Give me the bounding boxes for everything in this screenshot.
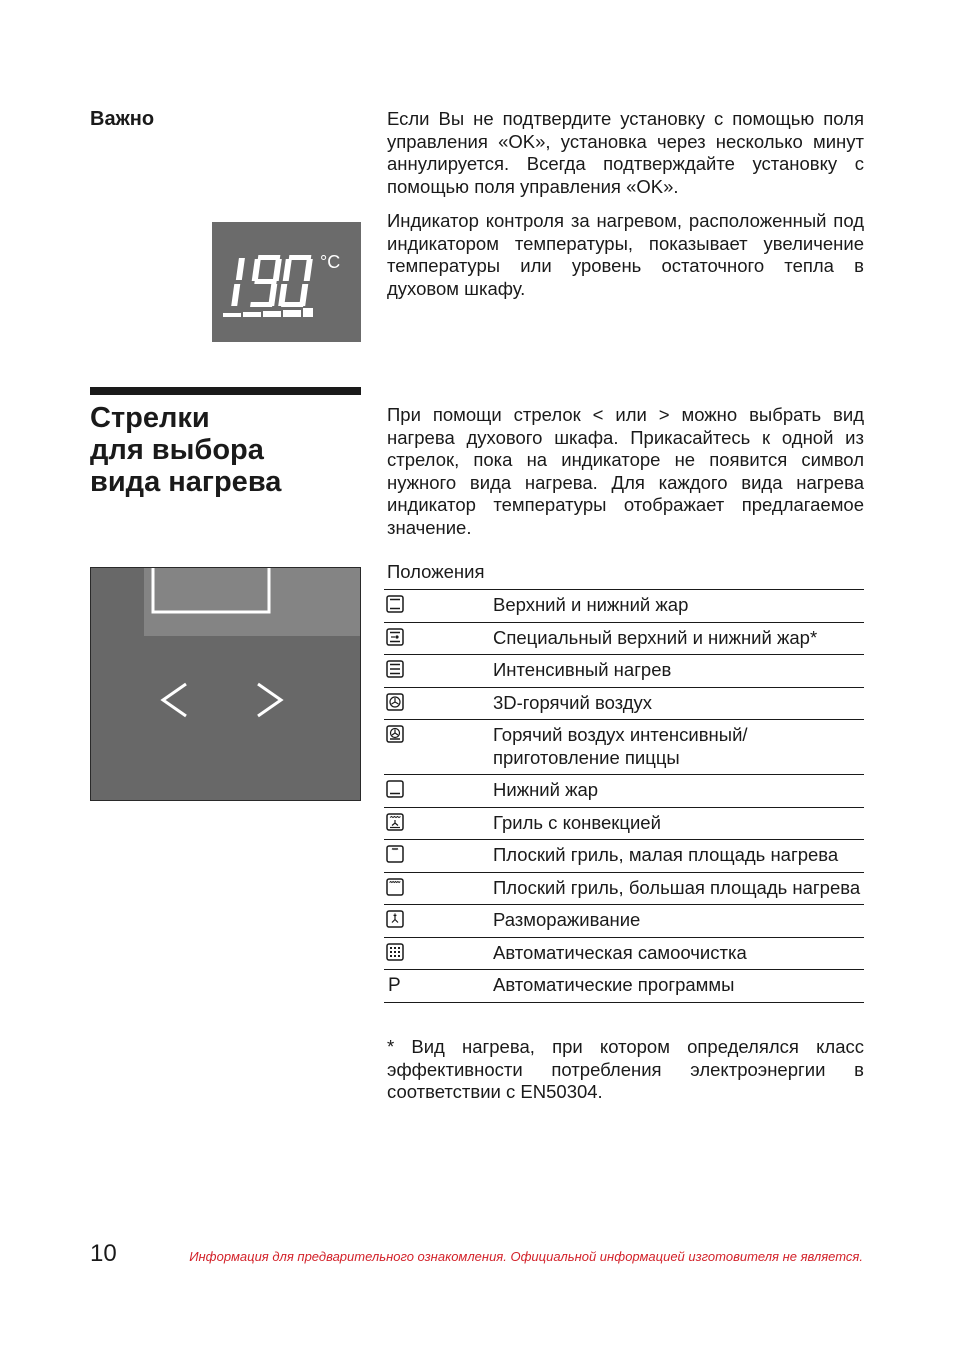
mode-row [384,720,864,775]
mode-label: Горячий воздух интенсивный/ приготовление пиццы [485,720,864,775]
special-top-bottom-heat-icon [386,628,404,646]
heating-modes-table [384,589,864,1003]
mode-row [384,970,864,1003]
hot-air-intensive-icon [386,725,404,743]
top-bottom-heat-icon [386,595,404,613]
mode-label: 3D-горячий воздух [485,687,864,720]
program-p-icon: P [388,975,401,996]
section-heading: Стрелки для выбора вида нагрева [90,402,282,498]
defrost-icon [386,910,404,928]
mode-label: Автоматические программы [485,970,864,1003]
important-label: Важно [90,108,155,130]
mode-row [384,590,864,623]
mode-label: Нижний жар [485,775,864,808]
section-rule [90,387,361,395]
heat-indicator-paragraph: Индикатор контроля за нагревом, расположенный под индикатором температуры, показывает увеличение температуры или уровень остаточного тепла в духовом шкафу. [387,210,864,299]
mode-row [384,872,864,905]
arrows-paragraph: При помощи стрелок < или > можно выбрать вид нагрева духового шкафа. Прикасайтесь к одной из стрелок, пока на индикаторе не появится символ нужного вида нагрева. Для каждого вида нагрева индикатор температуры отображает предлагаемое значение. [387,404,864,538]
mode-label: Плоский гриль, малая площадь нагрева [485,840,864,873]
heat-indicator-bars [223,308,313,317]
mode-label: Верхний и нижний жар [485,590,864,623]
small-grill-icon [386,845,404,863]
modes-header: Положения [387,561,485,582]
mode-label: Гриль с конвекцией [485,807,864,840]
bottom-heat-icon [386,780,404,798]
mode-row [384,937,864,970]
mode-row [384,687,864,720]
footnote: * Вид нагрева, при котором определялся класс эффективности потребления электроэнергии в соответствии с EN50304. [387,1036,864,1102]
mode-row [384,807,864,840]
mode-row [384,840,864,873]
temperature-display [212,222,361,342]
mode-label: Специальный верхний и нижний жар* [485,622,864,655]
control-panel-illustration [90,567,361,801]
mode-row [384,622,864,655]
mode-label: Плоский гриль, большая площадь нагрева [485,872,864,905]
left-arrow-button[interactable] [91,568,186,716]
self-cleaning-icon [386,943,404,961]
disclaimer: Информация для предварительного ознакомления. Официальной информацией изготовителя не является. [189,1249,863,1264]
page-number: 10 [90,1240,117,1267]
convection-grill-icon [386,813,404,831]
large-grill-icon [386,878,404,896]
3d-hot-air-icon [386,693,404,711]
important-paragraph: Если Вы не подтвердите установку с помощью поля управления «OK», установка через несколько минут аннулируется. Всегда подтверждайте установку с помощью поля управления «OK». [387,108,864,197]
mode-label: Размораживание [485,905,864,938]
intensive-heat-icon [386,660,404,678]
mode-label: Автоматическая самоочистка [485,937,864,970]
mode-row [384,905,864,938]
right-arrow-button[interactable] [91,568,281,716]
mode-row [384,655,864,688]
mode-label: Интенсивный нагрев [485,655,864,688]
temperature-unit: °C [320,252,341,272]
mode-row [384,775,864,808]
